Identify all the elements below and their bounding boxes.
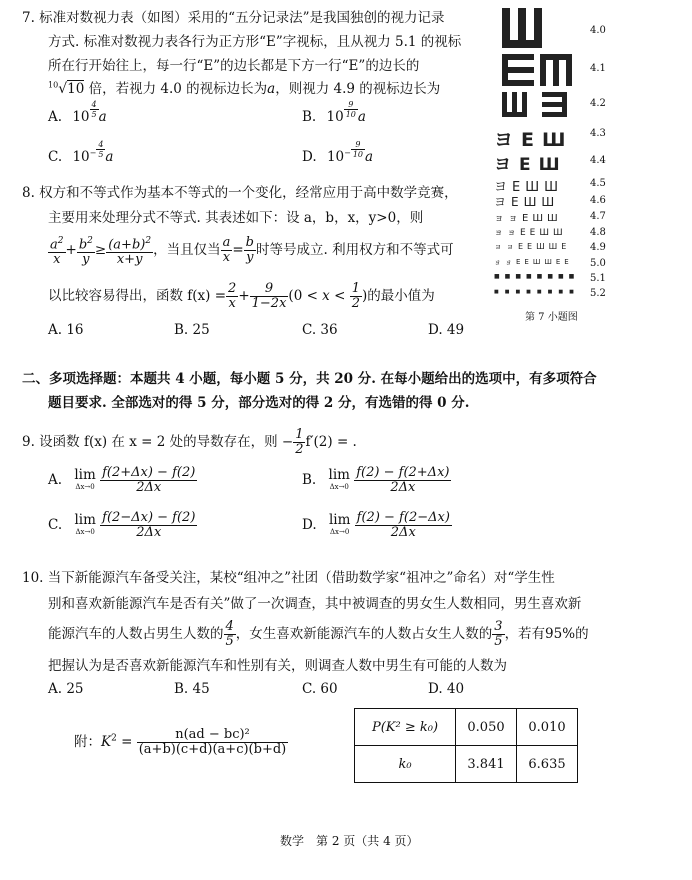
eye-row-4.4: ヨEШ [494,155,568,175]
q7-line3: 所在行开始往上，每一行“E”的边长都是下方一行“E”的边长的 [48,58,420,74]
section2-line1: 二、多项选择题：本题共 4 小题，每小题 5 分，共 20 分. 在每小题给出的选项中，有多项符合 [22,371,597,387]
q8-option-d[interactable]: D. 49 [428,322,465,338]
table-row [355,709,578,746]
eye-row-5.2: ■■■■■■■■ [494,289,580,295]
acuity-4.4: 4.4 [590,155,606,166]
table-row [355,746,578,783]
q10-option-c[interactable]: C. 60 [302,681,338,697]
q8-option-c[interactable]: C. 36 [302,322,338,338]
q8-line2: 主要用来处理分式不等式. 其表述如下：设 a，b，x，y>0，则 [48,210,424,226]
q10-appendix-formula: 附：$K^2$ = $\frac{\text{n(ad − bc)²}}{(a+b)(c+d)(a+c)(b+d)}$ [74,727,287,757]
eye-e-4.0 [502,8,542,48]
q8-line1: 8. 权方和不等式作为基本不等式的一个变化，经常应用于高中数学竞赛， [22,185,458,201]
page-footer: 数学 第 2 页（共 4 页） [280,834,419,848]
q7-line2: 方式. 标准对数视力表各行为正方形“E”字视标，且从视力 5.1 的视标 [48,34,462,50]
q9-option-d[interactable]: D. lim Δx→0 $\frac{f(2) - f(2-\Delta x)}{2\Delta x}$ [302,510,450,540]
acuity-4.0: 4.0 [590,25,606,36]
eye-e-4.1b [540,54,572,86]
acuity-4.1: 4.1 [590,63,606,74]
q8-line4: 以比较容易得出，函数 f(x) = $\frac{2}{x}$ + $\frac{9}{1-2x}$ (0 < x < $\frac{1}{2}$ )的最小值为 [48,281,435,311]
eye-e-4.2b [542,92,567,117]
eye-row-4.9: ョョEEШШE [494,242,571,251]
q8-option-b[interactable]: B. 25 [174,322,210,338]
eye-chart-caption: 第 7 小题图 [525,312,578,323]
section2-line2: 题目要求. 全部选对的得 5 分，部分选对的得 2 分，有选错的得 0 分. [48,395,470,411]
root-index: 10 [48,80,59,90]
acuity-5.1: 5.1 [590,273,606,284]
table-cell: 3.841 [456,746,517,783]
q8-line3: $\frac{a^2}{x}$ + $\frac{b^2}{y}$ ≥ $\frac{(a+b)^2}{x+y}$ ，当且仅当 $\frac{a}{x}$ = $\frac{b}{y}$ 时等号成立. 利用权方和不等式可 [50,235,454,268]
acuity-4.2: 4.2 [590,98,606,109]
q10-line3: 能源汽车的人数占男生人数的 $\frac{4}{5}$ ，女生喜欢新能源汽车的人数占女生人数的 $\frac{3}{5}$ ，若有95%的 [48,619,589,649]
eye-row-5.1: ■■■■■■■■ [494,273,580,280]
q9-option-b[interactable]: B. lim Δx→0 $\frac{f(2) - f(2+\Delta x)}{2\Delta x}$ [302,465,450,495]
q7-line4: $^{10}$√10 倍，若视力 4.0 的视标边长为a，则视力 4.9 的视标边长为 [48,80,441,97]
acuity-5.2: 5.2 [590,288,606,299]
eye-row-4.7: ョョEШШ [494,213,562,224]
critical-value-table [354,708,578,783]
acuity-4.7: 4.7 [590,211,606,222]
root-radicand: 10 [67,81,85,97]
q10-line4: 把握认为是否喜欢新能源汽车和性别有关，则调查人数中男生有可能的人数为 [48,658,507,674]
q7-line1: 7. 标准对数视力表（如图）采用的“五分记录法”是我国独创的视力记录 [22,10,445,26]
q9-option-c[interactable]: C. lim Δx→0 $\frac{f(2-\Delta x) - f(2)}{2\Delta x}$ [48,510,196,540]
acuity-4.9: 4.9 [590,242,606,253]
acuity-4.5: 4.5 [590,178,606,189]
eye-row-4.5: ヨEШШ [494,180,564,195]
table-header-probability: P(K² ≥ k₀) [355,709,456,746]
eye-row-4.3: ヨEШ [494,129,574,151]
acuity-4.3: 4.3 [590,128,606,139]
eye-e-4.2a [502,92,527,117]
q10-option-a[interactable]: A. 25 [48,681,84,697]
q7-option-d[interactable]: D. 10− $\frac{9}{10}$ a [302,140,374,165]
q9-stem: 9. 设函数 f(x) 在 x = 2 处的导数存在，则 − $\frac{1}{2}$ f′(2) = . [22,427,357,457]
q8-option-a[interactable]: A. 16 [48,322,84,338]
acuity-4.8: 4.8 [590,227,606,238]
q10-line1: 10. 当下新能源汽车备受关注，某校“组冲之”社团（借助数学家“祖冲之”命名）对“学生性 [22,570,555,586]
table-cell: 0.010 [517,709,578,746]
acuity-4.6: 4.6 [590,195,606,206]
q7-option-b[interactable]: B. 10 $\frac{9}{10}$ a [302,100,366,125]
table-cell: 0.050 [456,709,517,746]
q7-option-c[interactable]: C. 10− $\frac{4}{5}$ a [48,140,114,165]
eye-e-4.1a [502,54,534,86]
q9-option-a[interactable]: A. lim Δx→0 $\frac{f(2+\Delta x) - f(2)}{2\Delta x}$ [48,465,196,495]
q7-option-a[interactable]: A. 10 $\frac{4}{5}$ a [48,100,107,125]
eye-row-5.0: ョョEEШШEE [494,258,573,266]
q10-line2: 别和喜欢新能源汽车是否有关”做了一次调查，其中被调查的男女生人数相同，男生喜欢新 [48,596,582,612]
q10-option-b[interactable]: B. 45 [174,681,210,697]
table-cell: 6.635 [517,746,578,783]
eye-row-4.6: ヨEШШ [494,195,560,209]
q10-option-d[interactable]: D. 40 [428,681,465,697]
table-header-k0: k₀ [355,746,456,783]
eye-row-4.8: ョョEEШШ [494,228,567,238]
acuity-5.0: 5.0 [590,258,606,269]
